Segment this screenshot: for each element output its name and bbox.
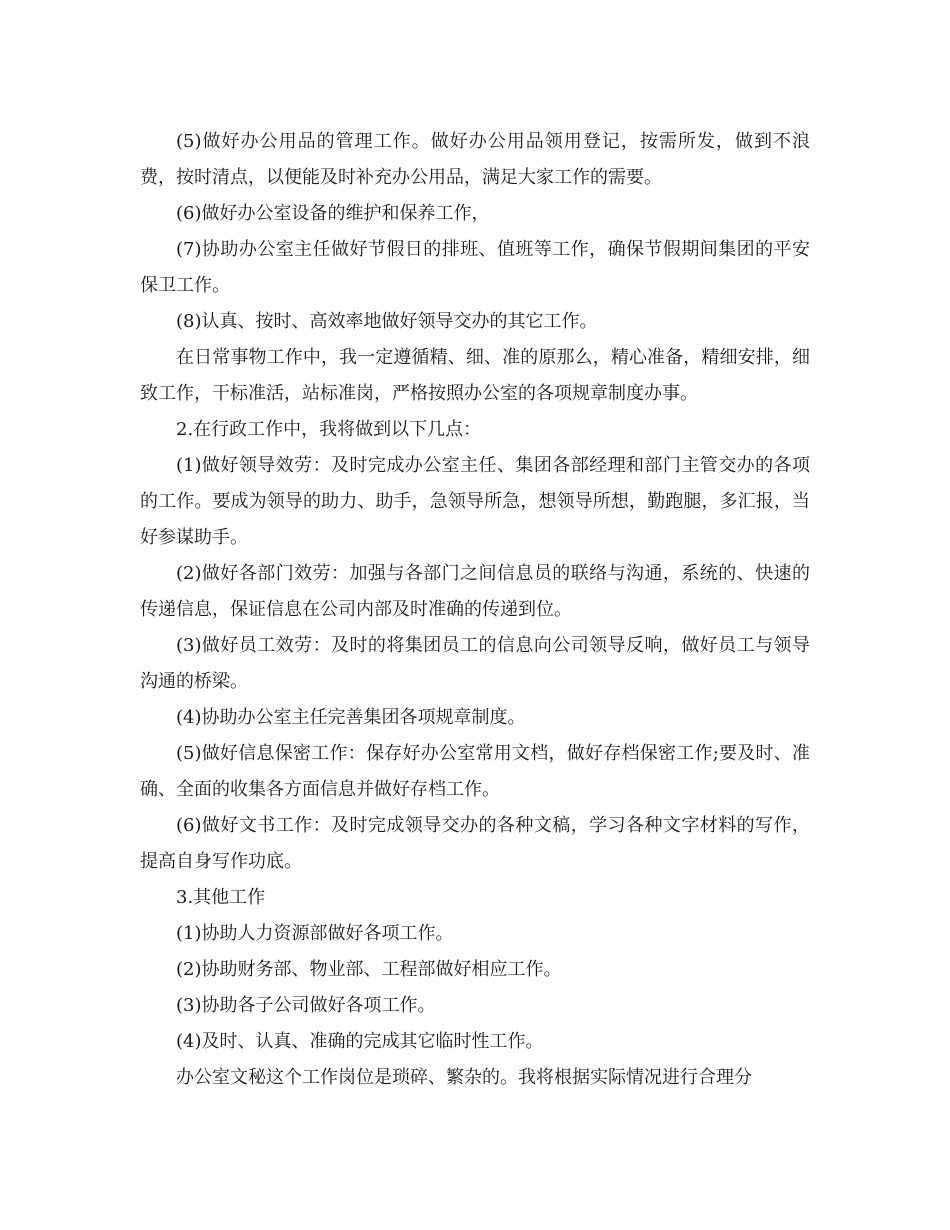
paragraph-14: (1)协助人力资源部做好各项工作。 bbox=[176, 923, 454, 944]
paragraph-10: (4)协助办公室主任完善集团各项规章制度。 bbox=[176, 707, 526, 728]
paragraph-2: (6)做好办公室设备的维护和保养工作， bbox=[176, 203, 490, 224]
paragraph-3: (7)协助办公室主任做好节假日的排班、值班等工作，确保节假期间集团的平安保卫工作。 bbox=[140, 239, 810, 296]
paragraph-17: (4)及时、认真、准确的完成其它临时性工作。 bbox=[176, 1031, 544, 1052]
paragraph-5: 在日常事物工作中，我一定遵循精、细、准的原那么，精心准备，精细安排，细致工作，干标准活，站标准岗，严格按照办公室的各项规章制度办事。 bbox=[140, 347, 810, 404]
paragraph-9: (3)做好员工效劳：及时的将集团员工的信息向公司领导反响，做好员工与领导沟通的桥梁。 bbox=[140, 635, 810, 692]
paragraph-7: (1)做好领导效劳：及时完成办公室主任、集团各部经理和部门主管交办的各项的工作。要成为领导的助力、助手，急领导所急，想领导所想，勤跑腿，多汇报，当好参谋助手。 bbox=[140, 455, 810, 548]
section-heading-3: 3.其他工作 bbox=[176, 887, 266, 908]
paragraph-4: (8)认真、按时、高效率地做好领导交办的其它工作。 bbox=[176, 311, 598, 332]
paragraph-1: (5)做好办公用品的管理工作。做好办公用品领用登记，按需所发，做到不浪费，按时清点，以便能及时补充办公用品，满足大家工作的需要。 bbox=[140, 131, 810, 188]
paragraph-8: (2)做好各部门效劳：加强与各部门之间信息员的联络与沟通，系统的、快速的传递信息，保证信息在公司内部及时准确的传递到位。 bbox=[140, 563, 810, 620]
paragraph-15: (2)协助财务部、物业部、工程部做好相应工作。 bbox=[176, 959, 562, 980]
paragraph-16: (3)协助各子公司做好各项工作。 bbox=[176, 995, 436, 1016]
document-body bbox=[140, 124, 810, 1096]
paragraph-12: (6)做好文书工作：及时完成领导交办的各种文稿，学习各种文字材料的写作，提高自身写作功底。 bbox=[140, 815, 810, 872]
paragraph-18: 办公室文秘这个工作岗位是琐碎、繁杂的。我将根据实际情况进行合理分 bbox=[176, 1067, 752, 1088]
paragraph-11: (5)做好信息保密工作：保存好办公室常用文档，做好存档保密工作;要及时、准确、全面的收集各方面信息并做好存档工作。 bbox=[140, 743, 810, 800]
section-heading-2: 2.在行政工作中，我将做到以下几点： bbox=[176, 419, 482, 440]
